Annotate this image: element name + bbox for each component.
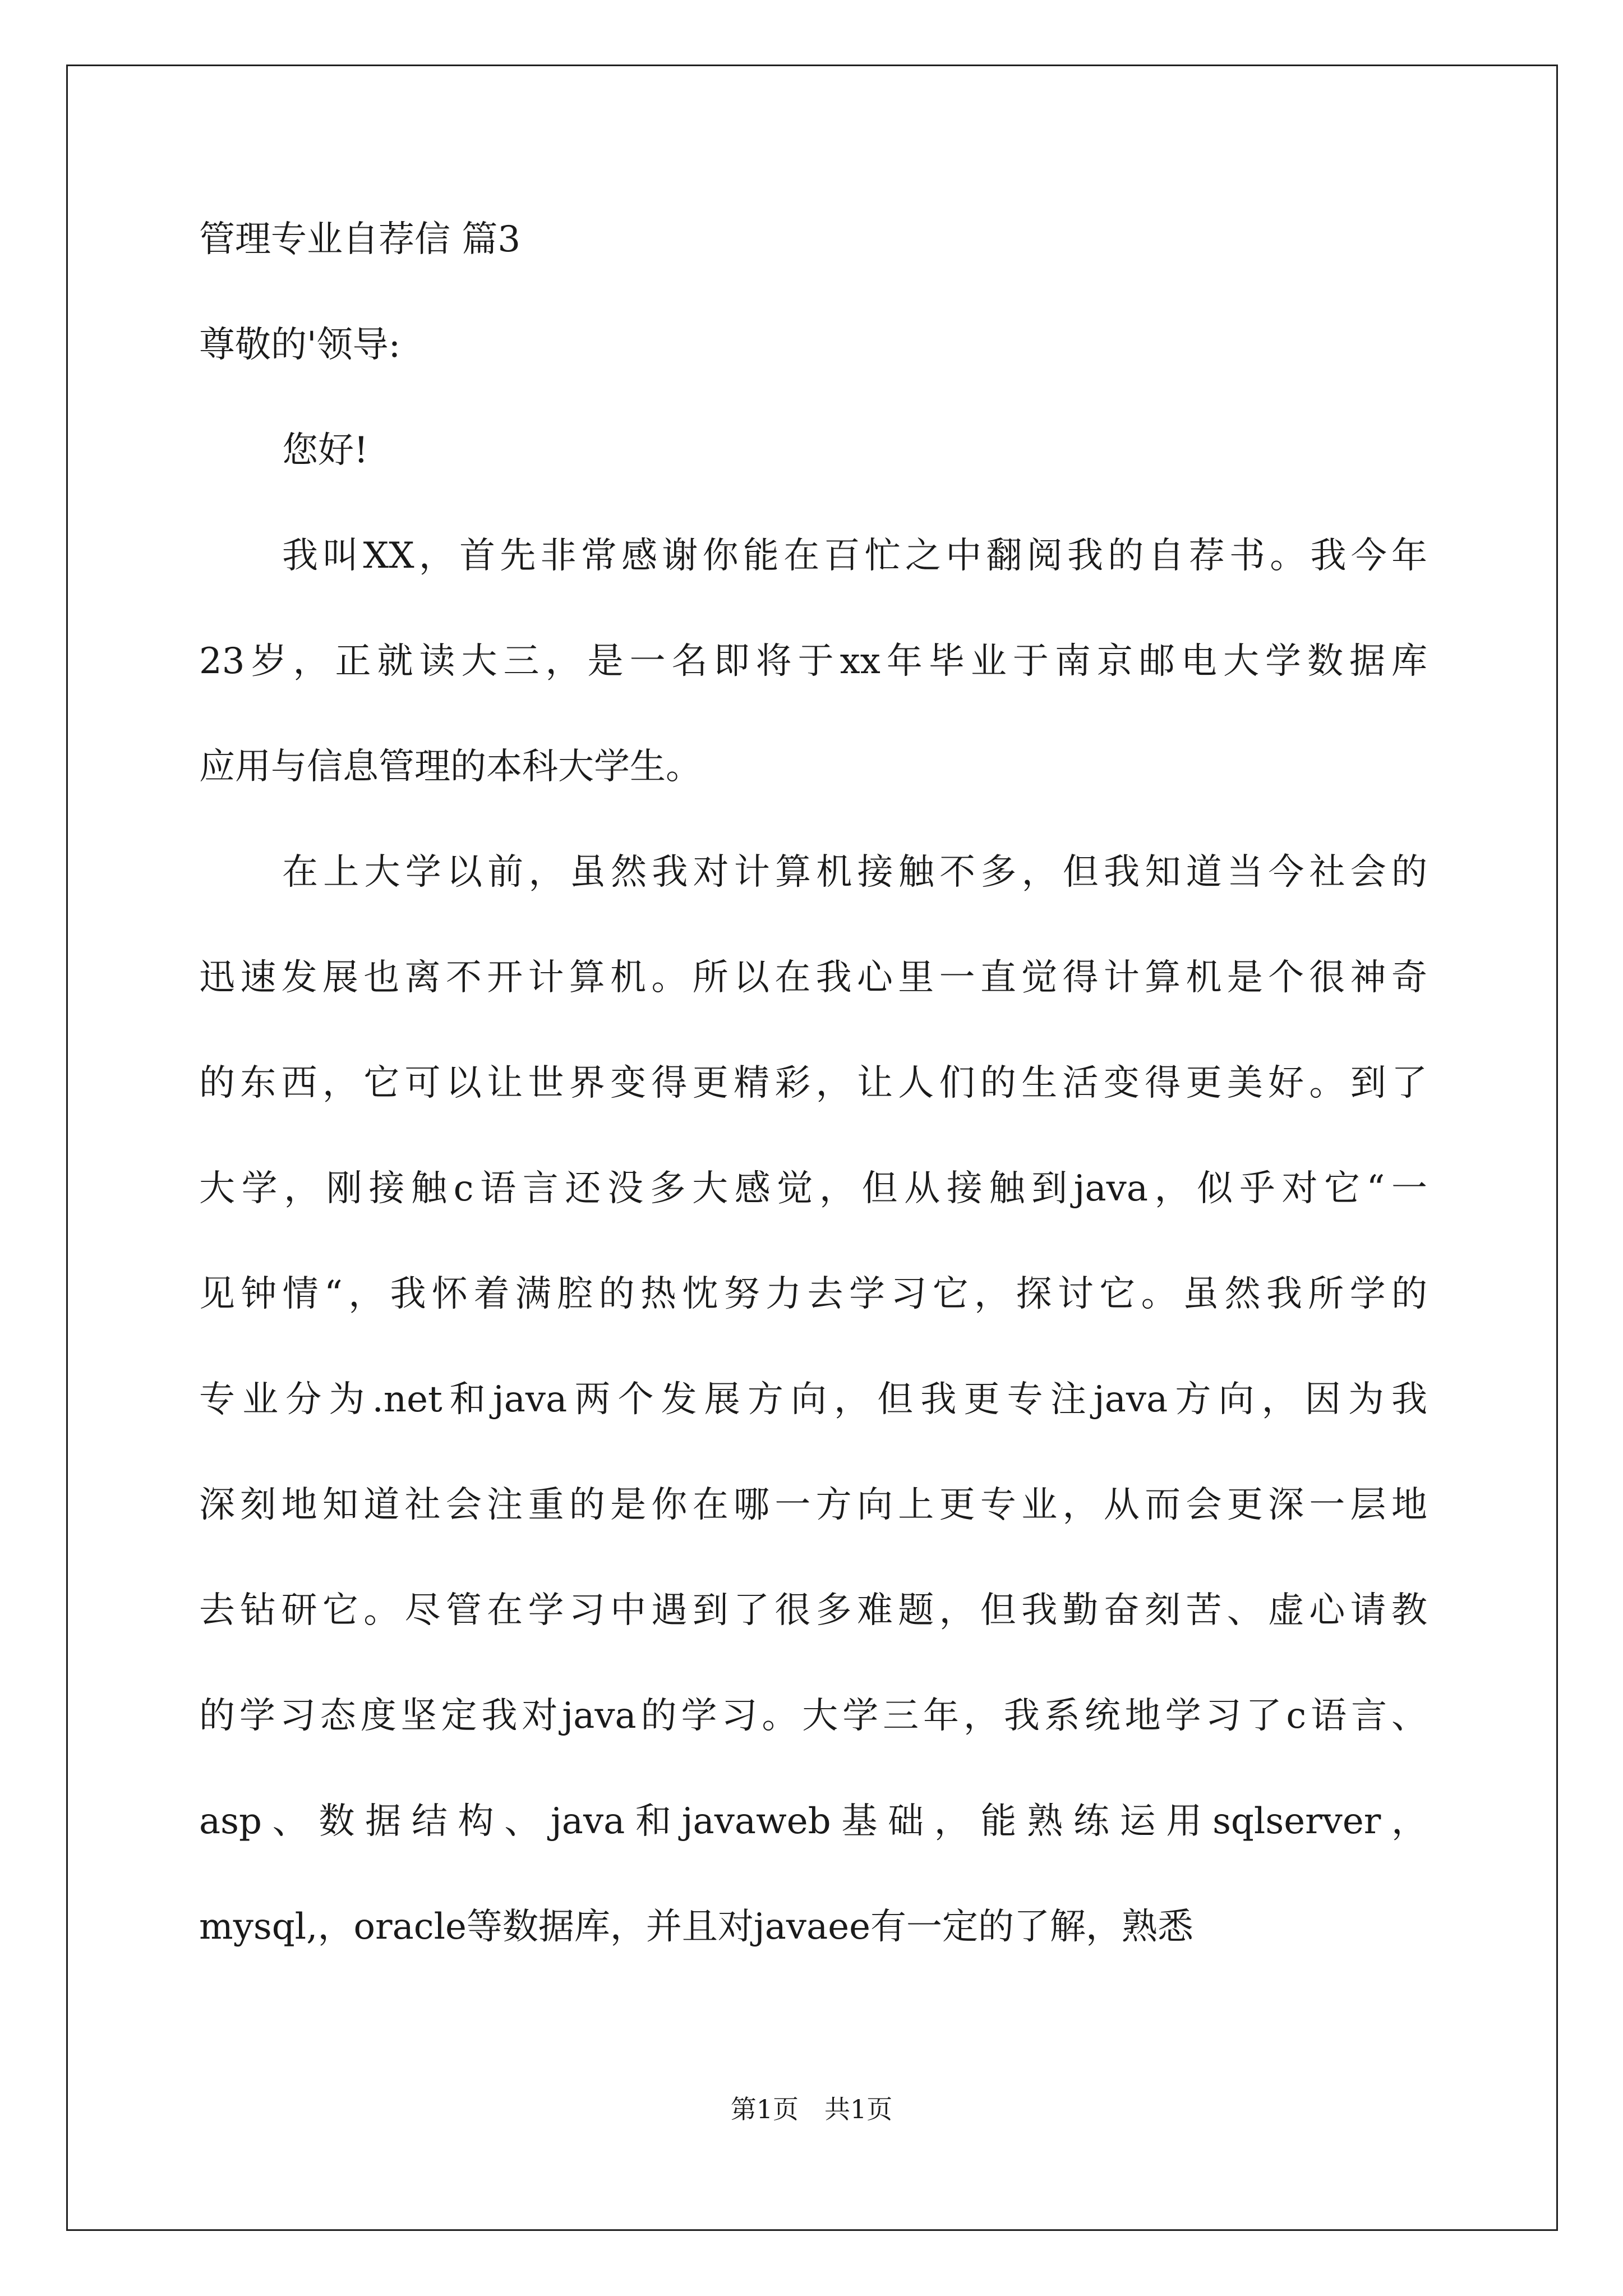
salutation: 尊敬的'领导: [199,324,401,366]
document-body [199,213,1427,2006]
paragraph-2 [199,846,1427,1953]
paragraph-line: 的学习态度坚定我对java的学习。大学三年，我系统地学习了c语言、 [199,1695,1427,1737]
paragraph-line: 深刻地知道社会注重的是你在哪一方向上更专业，从而会更深一层地 [199,1484,1427,1526]
paragraph-line: 去钻研它。尽管在学习中遇到了很多难题，但我勤奋刻苦、虚心请教 [199,1590,1427,1631]
paragraph-line: 23岁，正就读大三，是一名即将于xx年毕业于南京邮电大学数据库 [199,641,1427,682]
paragraph-line: mysql,，oracle等数据库，并且对javaee有一定的了解，熟悉 [199,1906,1193,1948]
paragraph-1 [199,530,1427,793]
page-footer: 第1页 共1页 [730,2094,893,2124]
paragraph-line: asp、数据结构、java和javaweb基础，能熟练运用sqlserver， [199,1801,1427,1842]
paragraph-line: 大学，刚接触c语言还没多大感觉，但从接触到java，似乎对它“一 [199,1168,1427,1209]
paragraph-line: 在上大学以前，虽然我对计算机接触不多，但我知道当今社会的 [282,852,1427,893]
document-title: 管理专业自荐信 篇3 [199,219,521,260]
paragraph-line: 专业分为.net和java两个发展方向，但我更专注java方向，因为我 [199,1379,1427,1420]
greeting: 您好! [282,430,368,471]
paragraph-line: 应用与信息管理的本科大学生。 [199,746,702,788]
paragraph-line: 的东西，它可以让世界变得更精彩，让人们的生活变得更美好。到了 [199,1062,1427,1104]
paragraph-line: 我叫XX，首先非常感谢你能在百忙之中翻阅我的自荐书。我今年 [282,535,1427,577]
paragraph-line: 迅速发展也离不开计算机。所以在我心里一直觉得计算机是个很神奇 [199,957,1427,999]
paragraph-line: 见钟情“，我怀着满腔的热忱努力去学习它，探讨它。虽然我所学的 [199,1273,1427,1315]
